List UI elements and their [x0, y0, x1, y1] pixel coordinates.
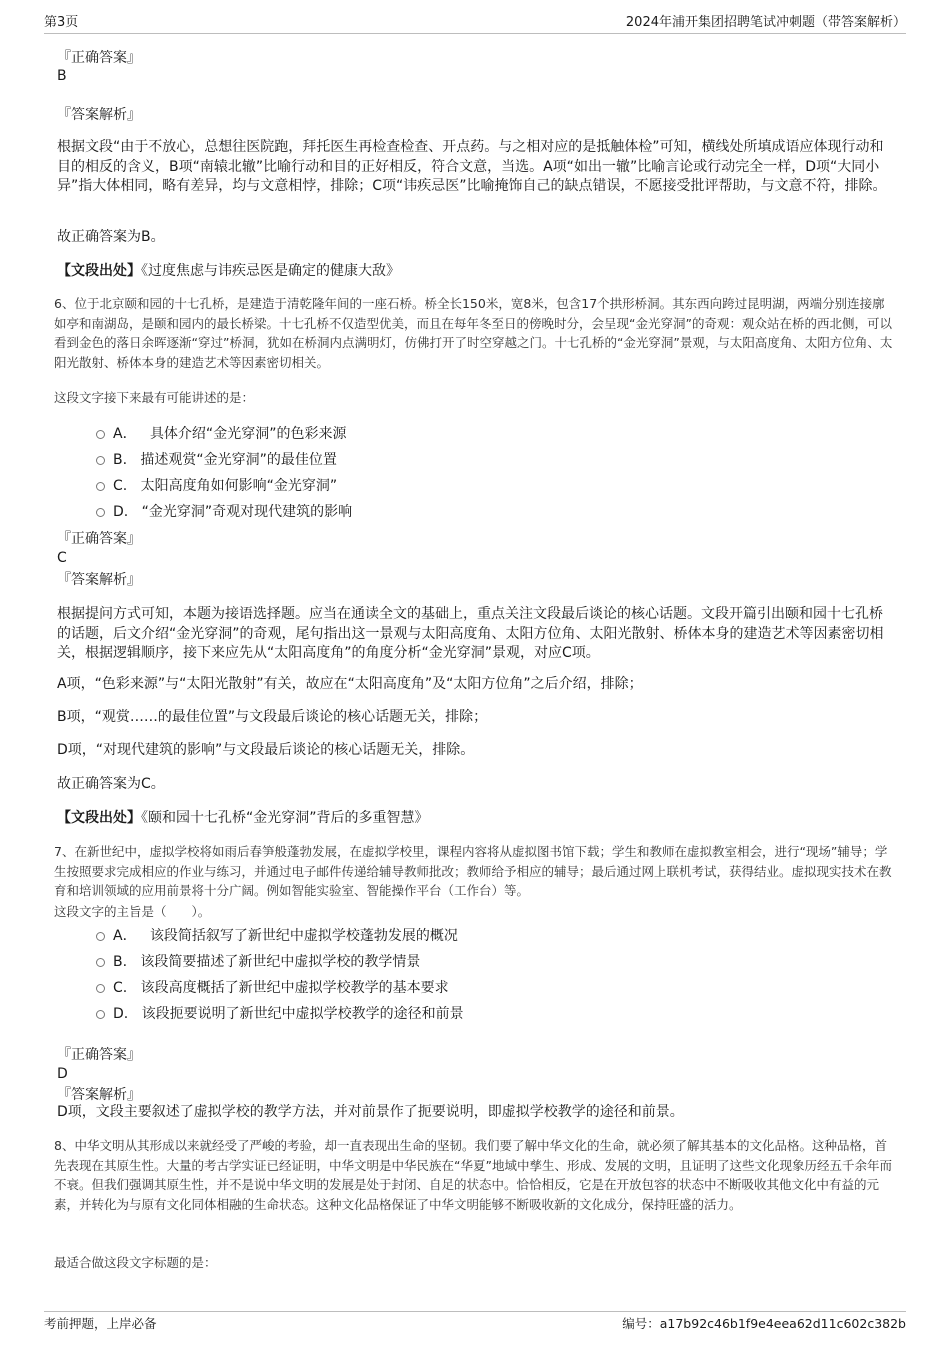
code-value: a17b92c46b1f9e4eea62d11c602c382b — [659, 1316, 906, 1331]
q6-option-b[interactable]: B. 描述观赏“金光穿洞”的最佳位置 — [96, 451, 337, 469]
q6-question: 这段文字接下来最有可能讲述的是： — [54, 390, 255, 405]
radio-icon[interactable] — [96, 958, 105, 967]
q7-option-a[interactable]: A． 该段简括叙写了新世纪中虚拟学校蓬勃发展的概况 — [96, 927, 458, 945]
source-prefix: 【文段出处】 — [57, 810, 141, 826]
q6-analysis: 根据提问方式可知，本题为接语选择题。应当在通读全文的基础上，重点关注文段最后谈论的核心话题。文段开篇引出颐和园十七孔桥的话题，后文介绍“金光穿洞”的奇观，尾句指出这一景观与太阳高度角、太阳方位角、太阳光散射、桥体本身的建造艺术等因素密切相关，根据逻辑顺序，接下来应先从“太阳高度角”的角度分析“金光穿洞”景观，对应C项。 — [57, 606, 884, 661]
q5-source — [57, 262, 887, 280]
q7-analysis-label: 『答案解析』 — [57, 1087, 141, 1103]
q7-answer: D — [57, 1066, 68, 1082]
q7-option-b[interactable]: B. 该段简要描述了新世纪中虚拟学校的教学情景 — [96, 953, 420, 971]
q7-stem: 7、在新世纪中，虚拟学校将如雨后春笋般蓬勃发展，在虚拟学校里，课程内容将从虚拟图书馆下载；学生和教师在虚拟教室相会，进行“现场”辅导；学生按照要求完成相应的作业与练习，并通过电子邮件传递给辅导教师批改；教师给予相应的辅导；最后通过网上联机考试，获得结业。虚拟现实技术在教育和培训领域的应用前景将十分广阔。例如智能实验室、智能操作平台（工作台）等。 — [54, 844, 892, 898]
radio-icon[interactable] — [96, 508, 105, 517]
q6-source — [57, 809, 887, 827]
q5-conclusion: 故正确答案为B。 — [57, 229, 165, 245]
q6-conclusion: 故正确答案为C。 — [57, 776, 165, 792]
radio-icon[interactable] — [96, 482, 105, 491]
document-code — [622, 1316, 906, 1332]
q5-analysis: 根据文段“由于不放心，总想往医院跑，拜托医生再检查检查、开点药。与之相对应的是抵触体检”可知，横线处所填成语应体现行动和目的相反的含义，B项“南辕北辙”比喻行动和目的正好相反，符合文意，当选。A项“如出一辙”比喻言论或行动完全一样，D项“大同小异”指大体相同，略有差异，均与文意相悖，排除；C项“讳疾忌医”比喻掩饰自己的缺点错误，不愿接受批评帮助，与文意不符，排除。 — [57, 139, 887, 194]
q8-stem: 8、中华文明从其形成以来就经受了严峻的考验，却一直表现出生命的坚韧。我们要了解中华文化的生命，就必须了解其基本的文化品格。这种品格，首先表现在其原生性。大量的考古学实证已经证明，中华文明是中华民族在“华夏”地域中孳生、形成、发展的文明，且证明了这些文化现象历经五千余年而不衰。但我们强调其原生性，并不是说中华文明的发展是处于封闭、自足的状态中。恰恰相反，它是在开放包容的状态中不断吸收其他文化中有益的元素，并转化为与原有文化同体相融的生命状态。这种文化品格保证了中华文明能够不断吸收新的文化成分，保持旺盛的活力。 — [54, 1138, 892, 1212]
source-prefix: 【文段出处】 — [57, 263, 141, 279]
footer-slogan: 考前押题，上岸必备 — [44, 1316, 157, 1331]
q6-option-c[interactable]: C. 太阳高度角如何影响“金光穿洞” — [96, 477, 337, 495]
radio-icon[interactable] — [96, 456, 105, 465]
radio-icon[interactable] — [96, 984, 105, 993]
q7-answer-label: 『正确答案』 — [57, 1047, 141, 1063]
q6-item-d: D项，“对现代建筑的影响”与文段最后谈论的核心话题无关，排除。 — [57, 742, 475, 758]
q6-answer-label: 『正确答案』 — [57, 531, 141, 547]
q7-option-d[interactable]: D. 该段扼要说明了新世纪中虚拟学校教学的途径和前景 — [96, 1005, 464, 1023]
q6-item-a: A项，“色彩来源”与“太阳光散射”有关，故应在“太阳高度角”及“太阳方位角”之后介绍，排除； — [57, 676, 643, 692]
q7-analysis: D项，文段主要叙述了虚拟学校的教学方法，并对前景作了扼要说明，即虚拟学校教学的途径和前景。 — [57, 1104, 684, 1120]
radio-icon[interactable] — [96, 430, 105, 439]
radio-icon[interactable] — [96, 932, 105, 941]
source-title: 《颐和园十七孔桥“金光穿洞”背后的多重智慧》 — [141, 810, 429, 826]
page-number: 第3页 — [44, 15, 79, 30]
q5-answer: B — [57, 68, 67, 84]
q6-answer: C — [57, 550, 67, 566]
q6-analysis-label: 『答案解析』 — [57, 572, 141, 588]
q7-question: 这段文字的主旨是（ ）。 — [54, 904, 211, 919]
radio-icon[interactable] — [96, 1010, 105, 1019]
document-title: 2024年浦开集团招聘笔试冲刺题（带答案解析） — [625, 15, 906, 30]
q5-analysis-label: 『答案解析』 — [57, 107, 141, 123]
page-header — [44, 13, 906, 34]
q6-option-d[interactable]: D. “金光穿洞”奇观对现代建筑的影响 — [96, 503, 352, 521]
q6-item-b: B项，“观赏……的最佳位置”与文段最后谈论的核心话题无关，排除； — [57, 709, 488, 725]
q7-option-c[interactable]: C. 该段高度概括了新世纪中虚拟学校教学的基本要求 — [96, 979, 449, 997]
code-label: 编号： — [622, 1316, 660, 1331]
q6-stem: 6、位于北京颐和园的十七孔桥，是建造于清乾隆年间的一座石桥。桥全长150米，宽8米，包含17个拱形桥洞。其东西向跨过昆明湖，两端分别连接廓如亭和南湖岛，是颐和园内的最长桥梁。十七孔桥不仅造型优美，而且在每年冬至日的傍晚时分，会呈现“金光穿洞”的奇观：观众站在桥的西北侧，可以看到金色的落日余晖逐渐“穿过”桥洞，犹如在桥洞内点满明灯，仿佛打开了时空穿越之门。十七孔桥的“金光穿洞”景观，与太阳高度角、太阳方位角、太阳光散射、桥体本身的建造艺术等因素密切相关。 — [54, 296, 893, 370]
source-title: 《过度焦虑与讳疾忌医是确定的健康大敌》 — [141, 263, 400, 279]
q6-option-a[interactable]: A． 具体介绍“金光穿洞”的色彩来源 — [96, 425, 346, 443]
q5-answer-label: 『正确答案』 — [57, 50, 141, 66]
q8-question: 最适合做这段文字标题的是： — [54, 1255, 217, 1270]
page-footer — [44, 1311, 906, 1336]
